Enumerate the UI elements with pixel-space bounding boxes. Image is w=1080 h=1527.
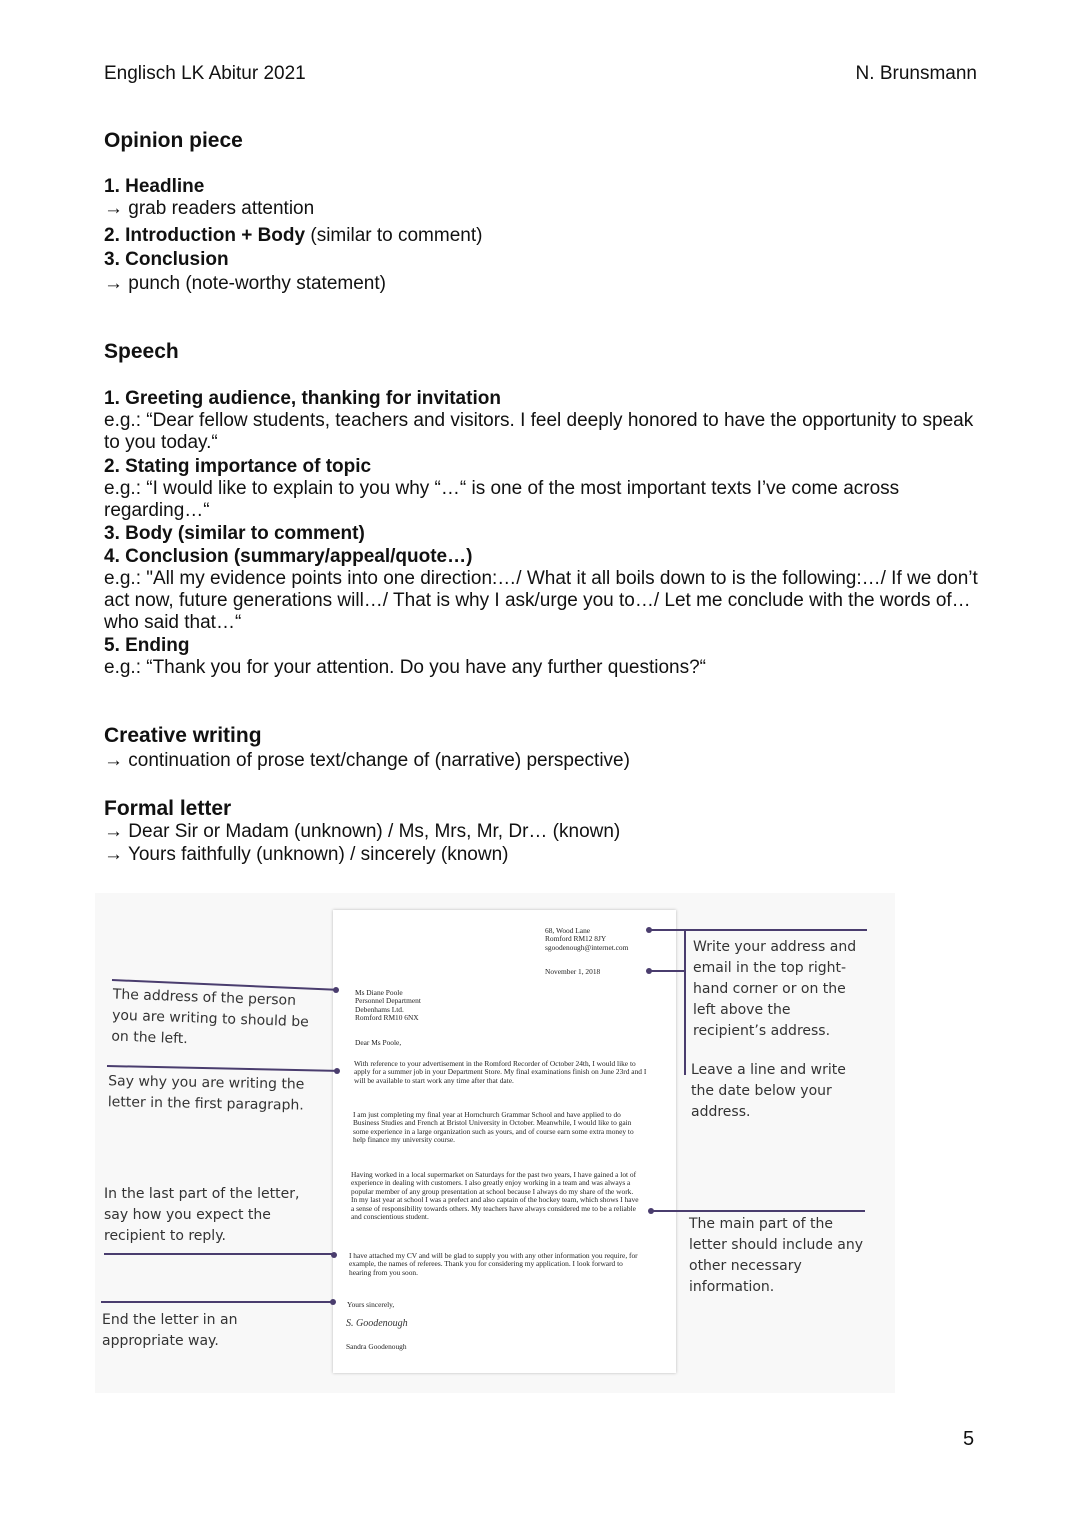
pointer-dot-recipient — [333, 987, 339, 993]
opinion-intro-body: 2. Introduction + Body (similar to comment) — [104, 225, 483, 246]
pointer-line-address — [650, 929, 867, 931]
note-ending: End the letter in an appropriate way. — [102, 1312, 238, 1349]
speech-step-5: 5. Ending — [104, 635, 190, 656]
speech-example-2: e.g.: “I would like to explain to you why “…“ is one of the most important texts I’ve come across regarding…“ — [104, 478, 900, 521]
note-date: Leave a line and write the date below your address. — [691, 1062, 846, 1120]
formal-title: Formal letter — [104, 797, 232, 820]
arrow-icon: → — [104, 821, 123, 842]
pointer-line-date — [650, 970, 685, 972]
opinion-conclusion-note: → punch (note-worthy statement) — [104, 273, 386, 294]
creative-note: → continuation of prose text/change of (narrative) perspective) — [104, 750, 630, 771]
note-reply: In the last part of the letter, say how you expect the recipient to reply. — [104, 1186, 300, 1244]
speech-title: Speech — [104, 340, 179, 363]
pointer-dot-date — [646, 968, 652, 974]
arrow-icon: → — [104, 273, 123, 294]
note-sender-address: Write your address and email in the top right-hand corner or on the left above the recipient’s address. — [693, 939, 857, 1039]
page-number: 5 — [963, 1428, 975, 1450]
letter-salutation: Dear Ms Poole, — [355, 1038, 402, 1047]
recipient-address: Ms Diane Poole Personnel Department Debenhams Ltd. Romford RM10 6NX — [355, 988, 421, 1023]
pointer-dot-address — [646, 927, 652, 933]
pointer-bracket-right — [684, 929, 686, 1075]
pointer-line-reply — [104, 1253, 334, 1255]
pointer-line-main — [652, 1210, 865, 1212]
pointer-line-ending — [101, 1301, 333, 1303]
note-recipient-address: The address of the person you are writing to should be on the left. — [111, 986, 310, 1048]
letter-paragraph-3: Having worked in a local supermarket on Saturdays for the past two years, I have gained a lot of experience in dealing with customers. I also greatly enjoy working in a team and was always a popular member of any group presentation at school because I always do my share of the work. In my last year at school I was a prefect and also captain of the hockey team, which shows I have a sense of responsibility towards others. My teachers have always considered me to be a reliable and conscientious student. — [351, 1170, 639, 1222]
opinion-headline-note: → grab readers attention — [104, 198, 315, 219]
speech-example-4: e.g.: "All my evidence points into one direction:…/ What it all boils down to is the following:…/ If we don’t act now, future generations will…/ That is why I ask/urge you to…/ Let me conclude with the words of…who said that…“ — [104, 568, 978, 633]
opinion-title: Opinion piece — [104, 129, 243, 152]
arrow-icon: → — [104, 750, 123, 771]
creative-title: Creative writing — [104, 724, 262, 747]
opinion-conclusion: 3. Conclusion — [104, 249, 229, 270]
letter-paragraph-1: With reference to your advertisement in the Romford Recorder of October 24th, I would like to apply for a summer job in your Department Store. My final examinations finish on June 23rd and I will be available to start work any time after that date. — [354, 1059, 647, 1085]
header-left: Englisch LK Abitur 2021 — [104, 63, 306, 84]
speech-step-1: 1. Greeting audience, thanking for invitation — [104, 388, 501, 409]
speech-step-2: 2. Stating importance of topic — [104, 456, 372, 477]
opinion-headline: 1. Headline — [104, 176, 205, 197]
letter-closing: Yours sincerely, — [347, 1300, 395, 1309]
speech-example-5: e.g.: “Thank you for your attention. Do you have any further questions?“ — [104, 657, 707, 678]
letter-signature: S. Goodenough — [346, 1318, 408, 1329]
letter-date: November 1, 2018 — [545, 967, 601, 976]
arrow-icon: → — [104, 198, 123, 219]
speech-step-3: 3. Body (similar to comment) — [104, 523, 365, 544]
letter-sender-name: Sandra Goodenough — [346, 1342, 407, 1351]
arrow-icon: → — [104, 844, 123, 865]
speech-step-4: 4. Conclusion (summary/appeal/quote…) — [104, 546, 473, 567]
pointer-dot-ending — [330, 1299, 336, 1305]
sender-address: 68, Wood Lane Romford RM12 8JY sgoodenough@internet.com — [545, 926, 629, 952]
pointer-dot-purpose — [334, 1068, 340, 1074]
note-reason: Say why you are writing the letter in the first paragraph. — [107, 1073, 305, 1114]
formal-closing-note: → Yours faithfully (unknown) / sincerely (known) — [104, 844, 509, 865]
speech-example-1: e.g.: “Dear fellow students, teachers and visitors. I feel deeply honored to have the opportunity to speak to you today.“ — [104, 410, 974, 453]
note-main-part: The main part of the letter should include any other necessary information. — [689, 1216, 864, 1295]
letter-paragraph-4: I have attached my CV and will be glad to supply you with any other information you require, for example, the names of referees. Thank you for considering my application. I look forward to hearing from you soon. — [349, 1251, 638, 1277]
pointer-dot-main — [648, 1208, 654, 1214]
pointer-dot-reply — [331, 1252, 337, 1258]
letter-paragraph-2: I am just completing my final year at Hornchurch Grammar School and have applied to do Business Studies and French at Bristol University in October. Meanwhile, I would like to gain some experience in a large organization such as yours, and of course earn some extra money to help finance my university course. — [353, 1110, 634, 1145]
header-right: N. Brunsmann — [855, 63, 977, 84]
formal-greeting-note: → Dear Sir or Madam (unknown) / Ms, Mrs, Mr, Dr… (known) — [104, 821, 621, 842]
